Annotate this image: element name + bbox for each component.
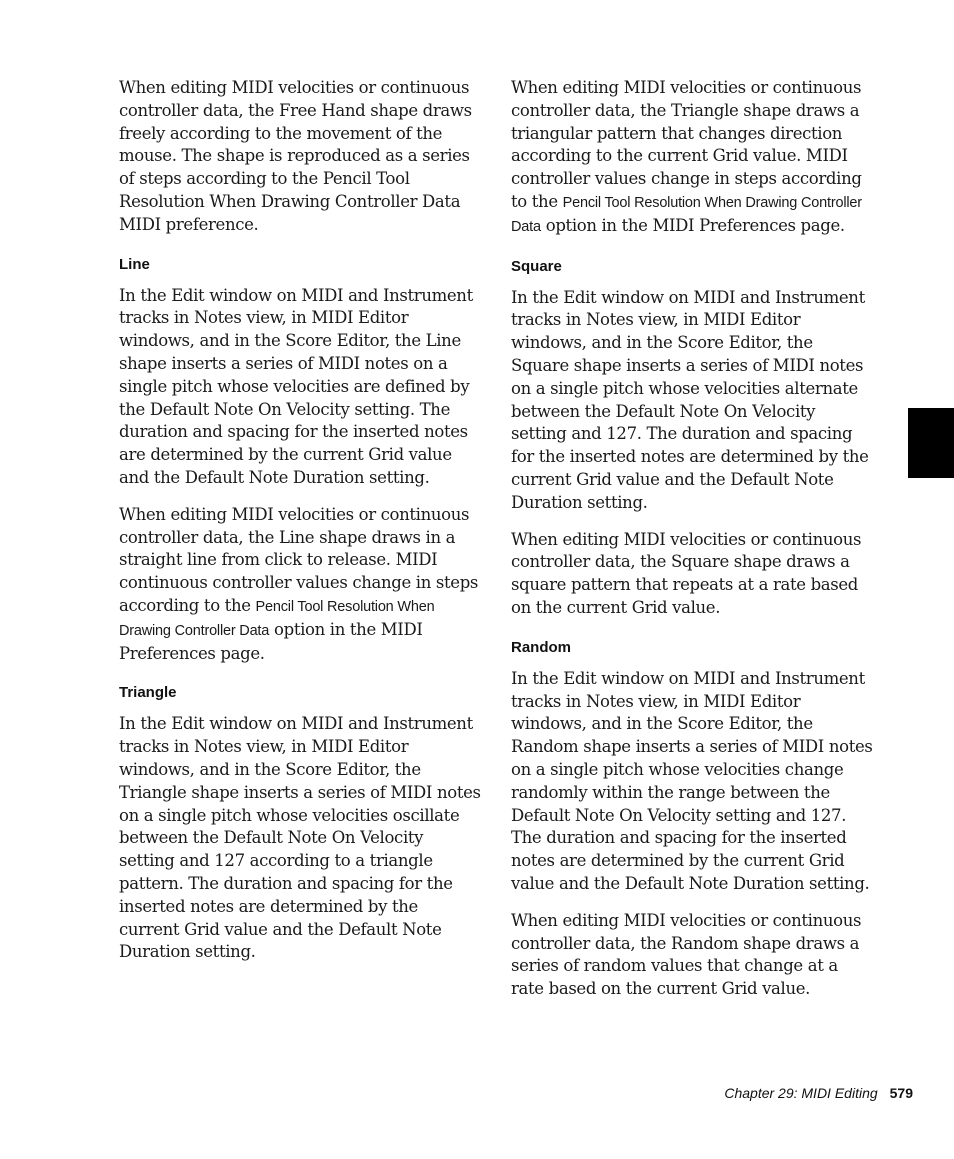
random-paragraph-1: In the Edit window on MIDI and Instrument tracks in Notes view, in MIDI Editor windows, and in the Score Editor, the Random shape inserts a series of MIDI notes on a single pitch whose velocities change randomly within the range between the Default Note On Velocity setting and 127. The duration and spacing for the inserted notes are determined by the current Grid value and the Default Note Duration setting. [511,668,873,893]
triangle-paragraph-2-text-a: When editing MIDI velocities or continuous controller data, the Triangle shape draws a triangular pattern that changes direction according to the current Grid value. MIDI controller values change in steps according to the [511,78,862,211]
square-paragraph-1: In the Edit window on MIDI and Instrument tracks in Notes view, in MIDI Editor windows, and in the Score Editor, the Square shape inserts a series of MIDI notes on a single pitch whose velocities alternate between the Default Note On Velocity setting and 127. The duration and spacing for the inserted notes are determined by the current Grid value and the Default Note Duration setting. [511,287,869,512]
footer-chapter-title: Chapter 29: MIDI Editing [724,1085,878,1101]
line-paragraph-2 [119,504,481,666]
triangle-paragraph-2 [511,77,873,239]
free-hand-paragraph: When editing MIDI velocities or continuous controller data, the Free Hand shape draws freely according to the movement of the mouse. The shape is reproduced as a series of steps according to the Pencil Tool Resolution When Drawing Controller Data MIDI preference. [119,78,472,234]
line-paragraph-2-text-a: When editing MIDI velocities or continuous controller data, the Line shape draws in a straight line from click to release. MIDI continuous controller values change in steps according to the [119,504,479,615]
left-column [119,77,481,978]
random-heading: Random [511,638,571,656]
line-heading: Line [119,255,150,273]
triangle-heading: Triangle [119,684,177,702]
pencil-tool-option-name: Pencil Tool Resolution When Drawing Controller Data [119,598,435,639]
chapter-thumb-tab [908,408,954,478]
line-paragraph-2-text-b: option in the MIDI Preferences page. [119,619,423,663]
right-column [511,77,873,1015]
triangle-paragraph-1: In the Edit window on MIDI and Instrument tracks in Notes view, in MIDI Editor windows, and in the Score Editor, the Triangle shape inserts a series of MIDI notes on a single pitch whose velocities oscillate between the Default Note On Velocity setting and 127 according to a triangle pattern. The duration and spacing for the inserted notes are determined by the current Grid value and the Default Note Duration setting. [119,714,481,962]
line-paragraph-1: In the Edit window on MIDI and Instrument tracks in Notes view, in MIDI Editor windows, and in the Score Editor, the Line shape inserts a series of MIDI notes on a single pitch whose velocities are defined by the Default Note On Velocity setting. The duration and spacing for the inserted notes are determined by the current Grid value and the Default Note Duration setting. [119,285,473,487]
page-footer [724,1085,913,1101]
random-paragraph-2: When editing MIDI velocities or continuous controller data, the Random shape draws a series of random values that change at a rate based on the current Grid value. [511,910,862,999]
triangle-paragraph-2-text-b: option in the MIDI Preferences page. [540,215,845,235]
square-paragraph-2: When editing MIDI velocities or continuous controller data, the Square shape draws a square pattern that repeats at a rate based on the current Grid value. [511,529,862,617]
pencil-tool-option-name-2: Pencil Tool Resolution When Drawing Controller Data [511,194,862,235]
square-heading: Square [511,257,562,275]
page-number: 579 [889,1085,913,1101]
